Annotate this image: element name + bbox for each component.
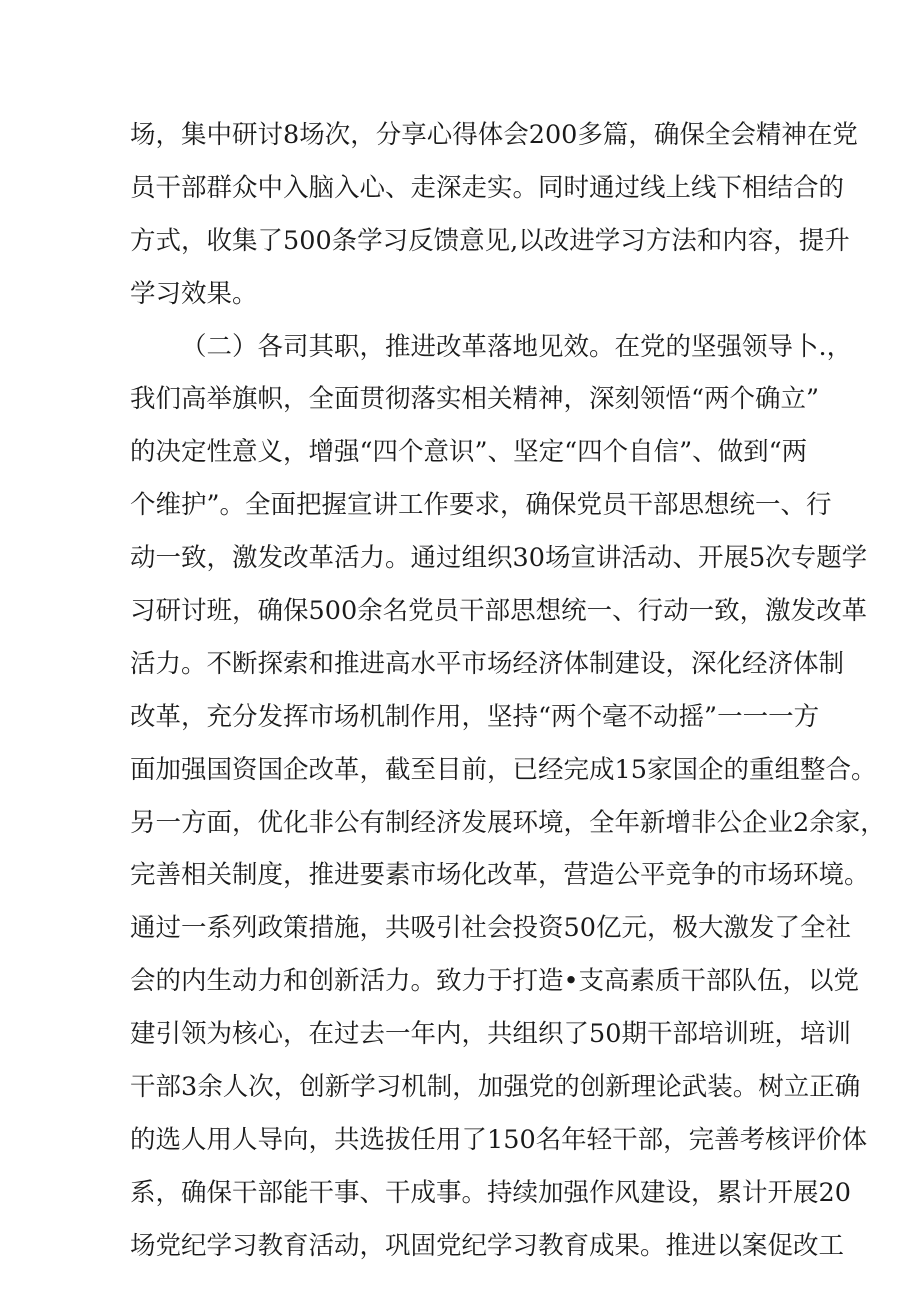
paragraph-heading-line: （二）各司其职，推进改革落地见效。在党的坚强领导卜.， [181, 331, 853, 362]
text-line: 改革，充分发挥市场机制作用，坚持“两个毫不动摇”一一一方 [130, 701, 820, 732]
text-line: 另一方面，优化非公有制经济发展环境，全年新增非公企业2余家， [130, 807, 886, 838]
text-line: 场党纪学习教育活动，巩固党纪学习教育成果。推进以案促改工 [130, 1230, 845, 1261]
text-line: 干部3余人次，创新学习机制，加强党的创新理论武装。树立正确 [130, 1072, 861, 1103]
text-line: 建引领为核心，在过去一年内，共组织了50期干部培训班，培训 [130, 1019, 851, 1050]
text-line: 个维护”。全面把握宣讲工作要求，确保党员干部思想统一、行 [130, 490, 832, 521]
text-line: 员干部群众中入脑入心、走深走实。同时通过线上线下相结合的 [130, 172, 845, 203]
text-line: 会的内生动力和创新活力。致力于打造•支高素质干部队伍，以党 [130, 966, 860, 997]
text-line: 面加强国资国企改革，截至目前，已经完成15家国企的重组整合。 [130, 754, 877, 785]
paragraph-2 [130, 321, 886, 1273]
body-text [130, 109, 886, 1273]
paragraph-1 [130, 109, 858, 321]
text-line: 的选人用人导向，共选拔任用了150名年轻干部，完善考核评价体 [130, 1124, 868, 1155]
text-line: 学习效果。 [130, 278, 258, 309]
text-line: 通过一系列政策措施，共吸引社会投资50亿元，极大激发了全社 [130, 913, 851, 944]
text-line: 系，确保干部能干事、干成事。持续加强作风建设，累计开展20 [130, 1177, 851, 1208]
text-line: 完善相关制度，推进要素市场化改革，营造公平竞争的市场环境。 [130, 860, 870, 891]
text-line: 我们高举旗帜，全面贯彻落实相关精神，深刻领悟“两个确立” [130, 384, 820, 415]
text-line: 活力。不断探索和推进高水平市场经济体制建设，深化经济体制 [130, 648, 845, 679]
text-line: 场，集中研讨8场次，分享心得体会200多篇，确保全会精神在党 [130, 120, 858, 150]
text-line: 的决定性意义，增强“四个意识”、坚定“四个自信”、做到“两 [130, 437, 808, 468]
text-line: 习研讨班，确保500余名党员干部思想统一、行动一致，激发改革 [130, 596, 868, 627]
text-line: 动一致，激发改革活力。通过组织30场宣讲活动、开展5次专题学 [130, 543, 868, 574]
text-line: 方式，收集了500条学习反馈意见,以改进学习方法和内容，提升 [130, 225, 850, 256]
